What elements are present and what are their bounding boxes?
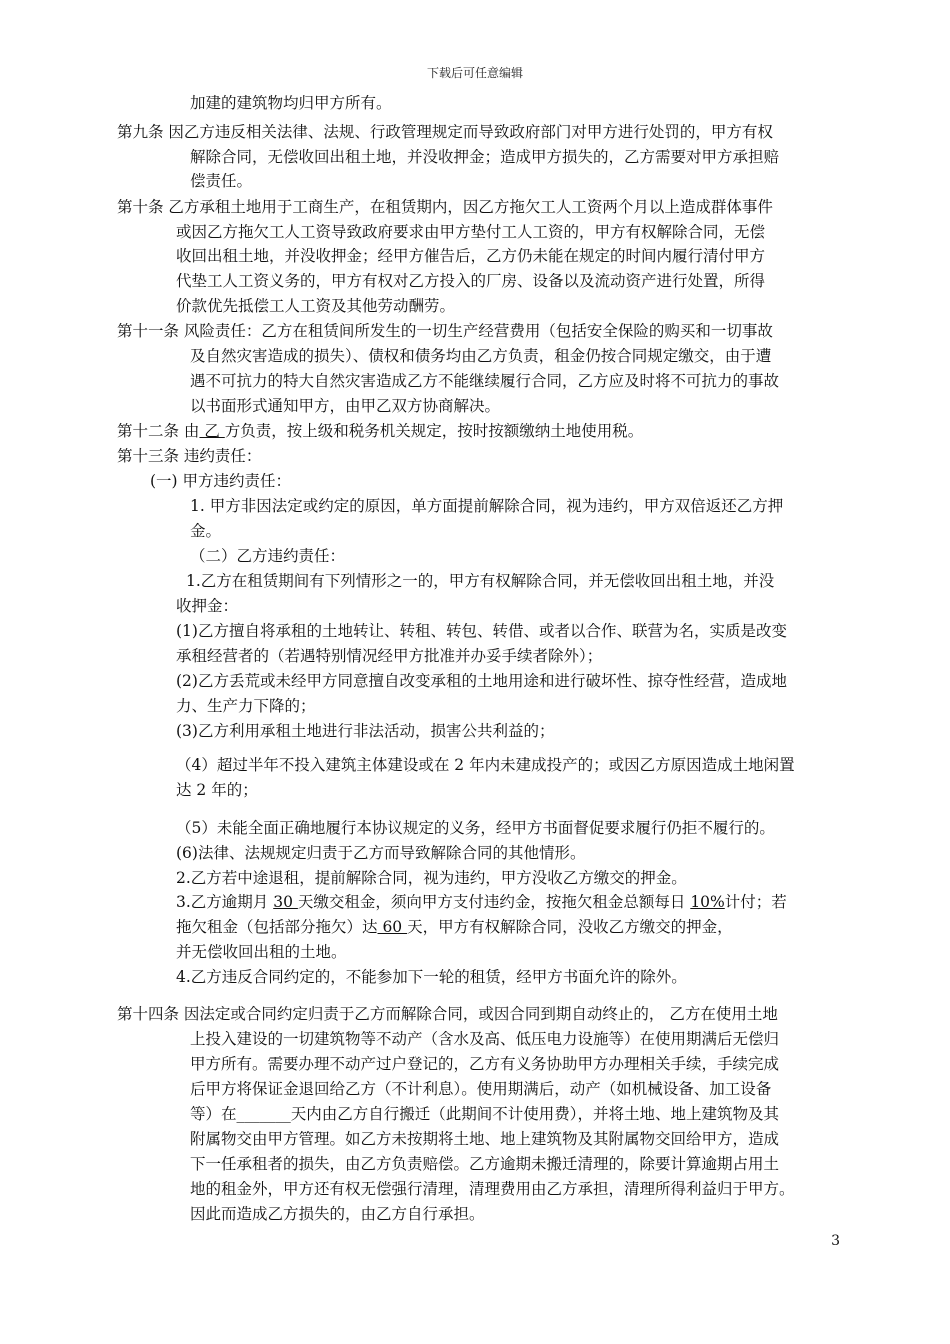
- text-line: 遇不可抗力的特大自然灾害造成乙方不能继续履行合同，乙方应及时将不可抗力的事故: [190, 372, 780, 390]
- text-line: 上投入建设的一切建筑物等不动产（含水及高、低压电力设施等）在使用期满后无偿归: [190, 1030, 780, 1048]
- text-segment: 天内由乙方自行搬迁（此期间不计使用费），并将土地、地上建筑物及其: [290, 1105, 780, 1123]
- text-line: 收回出租土地，并没收押金；经甲方催告后，乙方仍未能在规定的时间内履行清付甲方: [176, 247, 766, 265]
- text-line: 甲方所有。需要办理不动产过户登记的，乙方有义务协助甲方办理相关手续，手续完成: [190, 1055, 780, 1073]
- text-line: 及自然灾害造成的损失）、债权和债务均由乙方负责，租金仍按合同规定缴交，由于遭: [190, 347, 772, 365]
- text-line: (2)乙方丢荒或未经甲方同意擅自改变承租的土地用途和进行破坏性、掠夺性经营，造成地: [176, 672, 787, 690]
- text-segment: 拖欠租金（包括部分拖欠）达: [176, 918, 378, 936]
- text-line: 加建的建筑物均归甲方所有。: [190, 94, 392, 112]
- article-11-line: 第十一条 风险责任：乙方在租赁间所发生的一切生产经营费用（包括安全保险的购买和一切事故: [117, 322, 773, 340]
- text-line: 金。: [190, 522, 222, 540]
- text-line: 解除合同，无偿收回出租土地，并没收押金；造成甲方损失的，乙方需要对甲方承担赔: [190, 148, 780, 166]
- text-line: 价款优先抵偿工人工资及其他劳动酬劳。: [176, 297, 456, 315]
- text-line: [190, 1104, 779, 1124]
- article-10-line: 第十条 乙方承租土地用于工商生产，在租赁期内，因乙方拖欠工人工资两个月以上造成群体事件: [117, 198, 773, 216]
- article-12-line: [117, 421, 643, 441]
- text-line: [176, 917, 733, 937]
- article-9-line: 第九条 因乙方违反相关法律、法规、行政管理规定而导致政府部门对甲方进行处罚的，甲方有权: [117, 123, 773, 141]
- text-segment: 3.乙方逾期月: [176, 893, 274, 911]
- text-segment: 天缴交租金，须向甲方支付违约金，按拖欠租金总额每日: [297, 893, 691, 911]
- text-line: (6)法律、法规规定归责于乙方而导致解除合同的其他情形。: [176, 844, 586, 862]
- text-line: 1.乙方在租赁期间有下列情形之一的，甲方有权解除合同，并无偿收回出租土地，并没: [186, 572, 775, 590]
- text-line: (1)乙方擅自将承租的土地转让、转租、转包、转借、或者以合作、联营为名，实质是改变: [176, 622, 787, 640]
- article-14-line: 第十四条 因法定或合同约定归责于乙方而解除合同，或因合同到期自动终止的， 乙方在使用土地: [117, 1005, 778, 1023]
- text-segment: 方负责，按上级和税务机关规定，按时按额缴纳土地使用税。: [224, 422, 644, 440]
- text-line: 2.乙方若中途退租，提前解除合同，视为违约，甲方没收乙方缴交的押金。: [176, 869, 687, 887]
- text-line: 或因乙方拖欠工人工资导致政府要求由甲方垫付工人工资的，甲方有权解除合同，无偿: [176, 223, 766, 241]
- text-line: 收押金：: [176, 597, 239, 615]
- text-line: 承租经营者的（若遇特别情况经甲方批准并办妥手续者除外）；: [176, 647, 603, 665]
- text-line: 因此而造成乙方损失的，由乙方自行承担。: [190, 1205, 485, 1223]
- section-heading: （二）乙方违约责任：: [190, 547, 346, 565]
- text-segment: 天，甲方有权解除合同，没收乙方缴交的押金，: [407, 918, 733, 936]
- text-line: 后甲方将保证金退回给乙方（不计利息）。使用期满后，动产（如机械设备、加工设备: [190, 1080, 772, 1098]
- filled-blank: 10%: [690, 893, 725, 911]
- section-heading: (一) 甲方违约责任：: [150, 472, 292, 490]
- text-line: 达 2 年的；: [176, 781, 258, 799]
- filled-blank: 60: [377, 918, 408, 936]
- text-line: 力、生产力下降的；: [176, 697, 316, 715]
- text-line: [176, 892, 787, 912]
- page-header: 下载后可任意编辑: [426, 66, 523, 80]
- text-line: 下一任承租者的损失，由乙方负责赔偿。乙方逾期未搬迁清理的，除要计算逾期占用土: [190, 1155, 780, 1173]
- article-13-line: 第十三条 违约责任：: [117, 447, 262, 465]
- text-line: 偿责任。: [190, 172, 253, 190]
- text-line: 代垫工人工资义务的，甲方有权对乙方投入的厂房、设备以及流动资产进行处置，所得: [176, 272, 766, 290]
- text-line: 4.乙方违反合同约定的，不能参加下一轮的租赁，经甲方书面允许的除外。: [176, 968, 687, 986]
- text-line: 地的租金外，甲方还有权无偿强行清理，清理费用由乙方承担，清理所得利益归于甲方。: [190, 1180, 795, 1198]
- filled-blank: 30: [273, 893, 298, 911]
- text-line: 以书面形式通知甲方，由甲乙双方协商解决。: [190, 397, 501, 415]
- text-line: 附属物交由甲方管理。如乙方未按期将土地、地上建筑物及其附属物交回给甲方，造成: [190, 1130, 780, 1148]
- text-line: 并无偿收回出租的土地。: [176, 943, 347, 961]
- text-segment: 计付；若: [724, 893, 787, 911]
- filled-blank: 乙: [199, 422, 225, 440]
- page-number: 3: [831, 1233, 840, 1249]
- text-line: （5）未能全面正确地履行本协议规定的义务，经甲方书面督促要求履行仍拒不履行的。: [176, 819, 775, 837]
- text-segment: 等）在: [190, 1105, 237, 1123]
- text-line: 1. 甲方非因法定或约定的原因，单方面提前解除合同，视为违约，甲方双倍返还乙方押: [190, 497, 784, 515]
- text-line: (3)乙方利用承租土地进行非法活动，损害公共利益的；: [176, 722, 555, 740]
- text-segment: 第十二条 由: [117, 422, 200, 440]
- blank-field: _______: [236, 1105, 291, 1123]
- text-line: （4）超过半年不投入建筑主体建设或在 2 年内未建成投产的；或因乙方原因造成土地闲置: [176, 756, 795, 774]
